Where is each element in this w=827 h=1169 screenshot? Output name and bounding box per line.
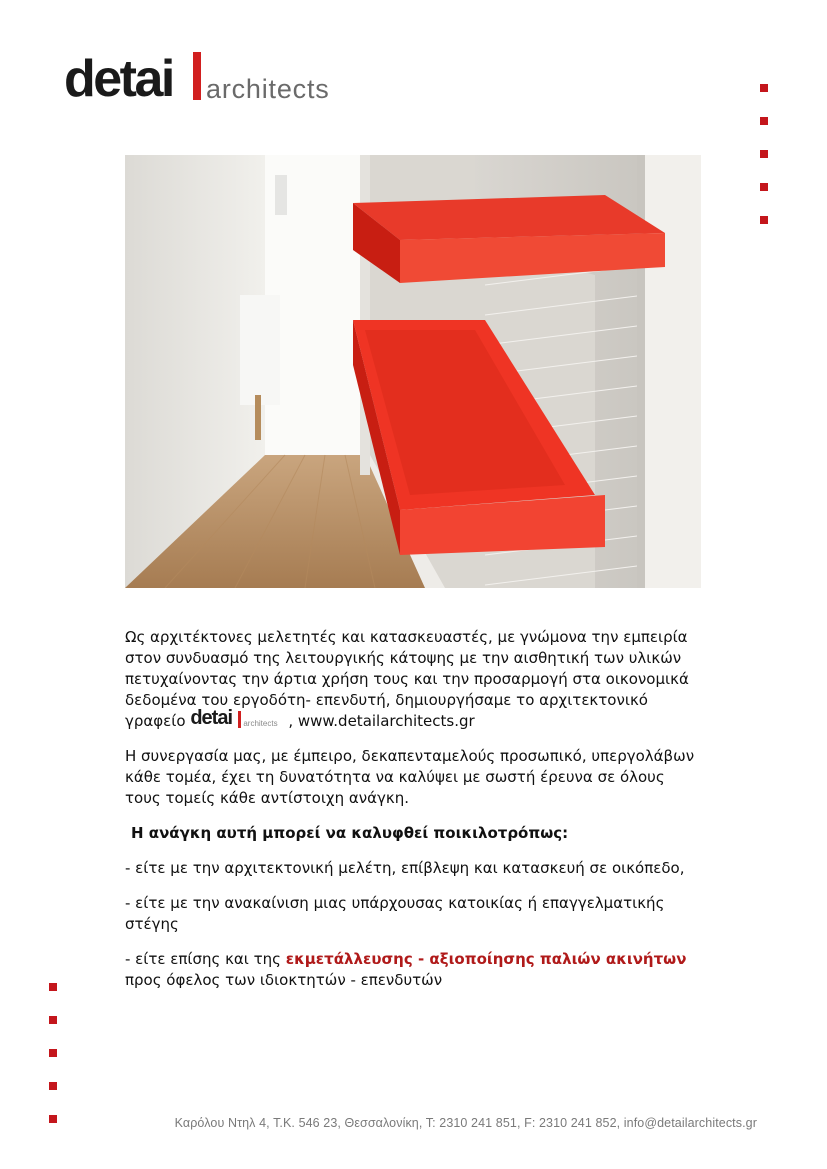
logo-wordmark: detai	[64, 50, 173, 108]
dot-icon	[760, 183, 768, 191]
list-item	[125, 949, 725, 991]
dot-icon	[49, 1049, 57, 1057]
dot-icon	[760, 216, 768, 224]
intro-line: στον συνδυασμό της λειτουργικής κάτοψης με την αισθητική των υλικών	[125, 649, 682, 667]
intro-line: πετυχαίνοντας την άρτια χρήση τους και την προσαρμογή στα οικονομικά	[125, 670, 689, 688]
company-logo	[64, 50, 344, 108]
list-item-prefix: - είτε επίσης και της	[125, 950, 286, 968]
intro-prefix: γραφείο	[125, 712, 186, 730]
highlighted-text: εκμετάλλευσης - αξιοποίησης παλιών ακινήτων	[285, 950, 687, 968]
dot-icon	[49, 1082, 57, 1090]
logo-red-bar	[193, 52, 201, 100]
red-shelves-photo	[125, 155, 701, 588]
intro-line: δεδομένα του εργοδότη- επενδυτή, δημιουργήσαμε το αρχιτεκτονικό	[125, 691, 648, 709]
cooperation-paragraph	[125, 746, 725, 809]
logo-subtitle: architects	[206, 74, 330, 104]
cooperation-line: Η συνεργασία μας, με έμπειρο, δεκαπενταμελούς προσωπικό, υπεργολάβων	[125, 747, 695, 765]
footer-contact: Καρόλου Ντηλ 4, Τ.Κ. 546 23, Θεσσαλονίκη, Τ: 2310 241 851, F: 2310 241 852, info@detailarchitects.gr	[174, 1116, 757, 1130]
list-item	[125, 893, 725, 935]
section-heading: Η ανάγκη αυτή μπορεί να καλυφθεί ποικιλοτρόπως:	[131, 824, 569, 842]
cooperation-line: κάθε τομέα, έχει τη δυνατότητα να καλύψει με σωστή έρευνα σε όλους	[125, 768, 665, 786]
list-item-line: - είτε με την ανακαίνιση μιας υπάρχουσας κατοικίας ή επαγγελματικής	[125, 894, 665, 912]
list-item-line: στέγης	[125, 915, 179, 933]
intro-paragraph	[125, 627, 725, 732]
inline-logo-subtitle: architects	[243, 719, 278, 728]
inline-logo-wordmark: detai	[190, 707, 233, 729]
cooperation-line: τους τομείς κάθε αντίστοιχη ανάγκη.	[125, 789, 409, 807]
dot-icon	[760, 117, 768, 125]
website-link[interactable]: , www.detailarchitects.gr	[288, 712, 475, 730]
inline-company-logo	[190, 707, 286, 729]
dot-icon	[760, 84, 768, 92]
inline-logo-red-bar	[238, 711, 241, 728]
list-item: - είτε με την αρχιτεκτονική μελέτη, επίβλεψη και κατασκευή σε οικόπεδο,	[125, 859, 685, 877]
dot-icon	[49, 1016, 57, 1024]
body-text	[125, 627, 725, 1005]
list-item-line: προς όφελος των ιδιοκτητών - επενδυτών	[125, 971, 443, 989]
intro-line: Ως αρχιτέκτονες μελετητές και κατασκευαστές, με γνώμονα την εμπειρία	[125, 628, 688, 646]
dot-icon	[49, 983, 57, 991]
dot-icon	[760, 150, 768, 158]
